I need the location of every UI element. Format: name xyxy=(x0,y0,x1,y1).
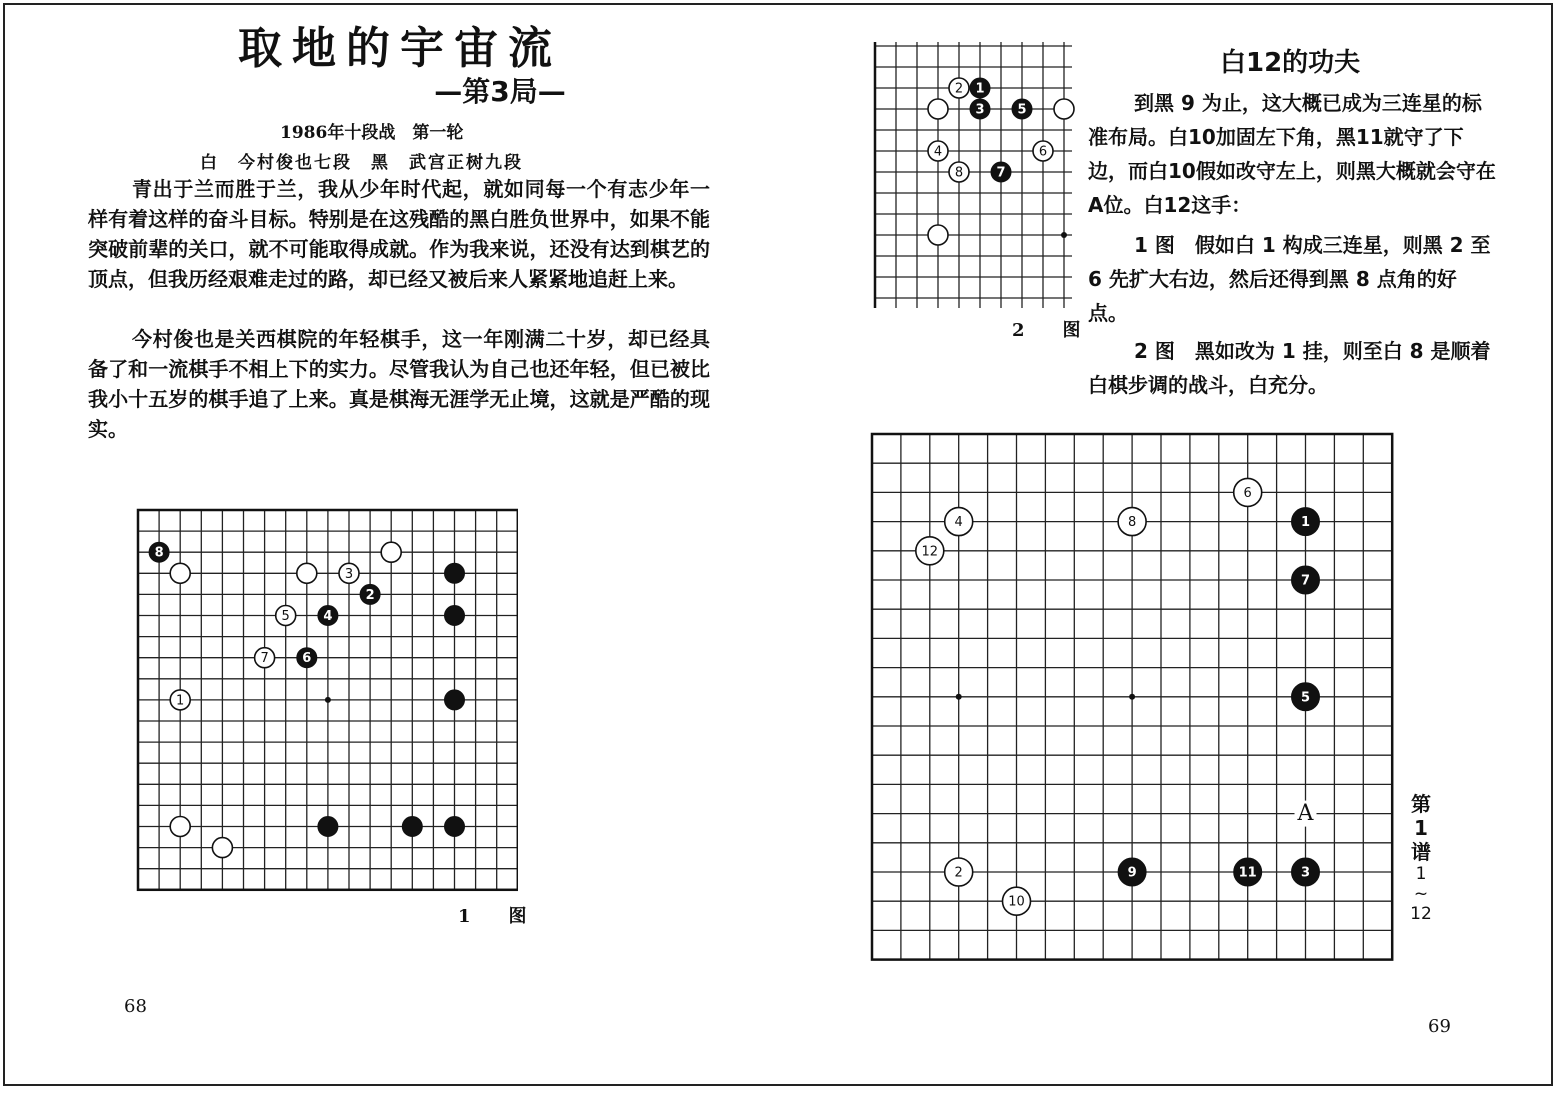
figure2-caption: 2 图 xyxy=(1012,320,1091,341)
move-number: 3 xyxy=(975,102,985,118)
stone-circle xyxy=(445,690,465,710)
white-stone xyxy=(339,563,359,583)
move-number: 2 xyxy=(954,81,964,97)
white-stone xyxy=(945,858,973,886)
stone-circle xyxy=(445,817,465,837)
move-number: 6 xyxy=(1243,485,1252,501)
figure1-caption: 1 图 xyxy=(458,906,537,927)
white-stone xyxy=(170,690,190,710)
left-paragraph-1: 青出于兰而胜于兰，我从少年时代起，就如同每一个有志少年一样有着这样的奋斗目标。特别是在这残酷的黑白胜负世界中，如果不能突破前辈的关口，就不可能取得成就。作为我来说，还没有达到棋艺的顶点，但我历经艰难走过的路，却已经又被后来人紧紧地追赶上来。 xyxy=(88,177,710,291)
black-stone xyxy=(149,542,169,562)
move-number: 7 xyxy=(1300,573,1311,589)
black-stone xyxy=(318,817,338,837)
white-stone xyxy=(1234,478,1262,506)
white-stone xyxy=(381,542,401,562)
star-point xyxy=(956,694,962,700)
white-stone xyxy=(928,225,948,245)
black-stone xyxy=(1292,508,1320,536)
black-stone xyxy=(318,606,338,626)
left-page-number: 68 xyxy=(124,996,147,1017)
game-record-board xyxy=(870,432,1394,962)
white-stone xyxy=(276,606,296,626)
side-label-part3: 谱 xyxy=(1411,840,1431,864)
move-range-separator: ~ xyxy=(1413,884,1429,904)
stone-circle xyxy=(445,606,465,626)
move-number: 8 xyxy=(1127,515,1137,531)
move-number: 6 xyxy=(302,651,312,667)
move-number: 5 xyxy=(1300,690,1311,706)
stone-circle xyxy=(402,817,422,837)
stone-circle xyxy=(445,563,465,583)
white-stone xyxy=(212,838,232,858)
white-stone xyxy=(170,563,190,583)
move-number: 3 xyxy=(344,566,354,582)
move-number: 3 xyxy=(1300,865,1311,881)
white-stone xyxy=(1003,887,1031,915)
game-record-label xyxy=(1408,792,1434,924)
white-stone xyxy=(1118,508,1146,536)
white-stone xyxy=(928,141,948,161)
stone-circle xyxy=(297,563,317,583)
move-number: 11 xyxy=(1238,865,1257,881)
white-stone xyxy=(928,99,948,119)
move-number: 1 xyxy=(975,81,985,97)
white-stone xyxy=(949,78,969,98)
players-line: 白 今村俊也七段 黑 武宫正树九段 xyxy=(200,153,523,173)
move-number: 7 xyxy=(996,165,1006,181)
white-stone xyxy=(297,563,317,583)
black-stone xyxy=(402,817,422,837)
stone-circle xyxy=(928,99,948,119)
right-paragraph-2: 1 图 假如白 1 构成三连星，则黑 2 至 6 先扩大右边，然后还得到黑 8 点角的好点。 xyxy=(1088,233,1491,325)
right-paragraph-3: 2 图 黑如改为 1 挂，则至白 8 是顺着白棋步调的战斗，白充分。 xyxy=(1088,339,1491,397)
black-stone xyxy=(970,99,990,119)
side-label-part1: 第 xyxy=(1411,792,1431,816)
move-number: 4 xyxy=(954,515,963,531)
figure1-board xyxy=(136,508,518,892)
black-stone xyxy=(1292,683,1320,711)
black-stone xyxy=(991,162,1011,182)
move-number: 12 xyxy=(921,544,939,560)
stone-circle xyxy=(170,563,190,583)
star-point xyxy=(1061,232,1067,238)
star-point xyxy=(325,697,331,703)
white-stone xyxy=(949,162,969,182)
star-point xyxy=(1129,694,1135,700)
black-stone xyxy=(1012,99,1032,119)
move-number: 4 xyxy=(933,144,943,160)
move-range-end: 12 xyxy=(1410,904,1432,924)
move-range-start: 1 xyxy=(1415,864,1427,884)
black-stone xyxy=(360,584,380,604)
figure2-svg xyxy=(873,42,1078,308)
move-number: 4 xyxy=(323,609,333,624)
stone-circle xyxy=(170,817,190,837)
black-stone xyxy=(297,648,317,668)
white-stone xyxy=(170,817,190,837)
black-stone xyxy=(1118,858,1146,886)
stone-circle xyxy=(212,838,232,858)
chapter-subtitle: —第3局— xyxy=(434,75,566,108)
white-stone xyxy=(1054,99,1074,119)
stone-circle xyxy=(1054,99,1074,119)
move-number: 6 xyxy=(1038,144,1048,160)
white-stone xyxy=(1033,141,1053,161)
left-paragraph-2: 今村俊也是关西棋院的年轻棋手，这一年刚满二十岁，却已经具备了和一流棋手不相上下的实力。尽管我认为自己也还年轻，但已被比我小十五岁的棋手追了上来。真是棋海无涯学无止境，这就是严酷的现实。 xyxy=(88,327,710,441)
stone-circle xyxy=(381,542,401,562)
move-number: 1 xyxy=(176,693,185,709)
stone-circle xyxy=(928,225,948,245)
white-stone xyxy=(945,508,973,536)
figure1-svg xyxy=(136,508,518,892)
black-stone xyxy=(1292,566,1320,594)
side-label-part2: 1 xyxy=(1414,816,1428,840)
black-stone xyxy=(445,563,465,583)
move-number: 2 xyxy=(954,865,963,881)
move-number: 9 xyxy=(1127,865,1137,881)
white-stone xyxy=(916,537,944,565)
move-number: 1 xyxy=(1300,515,1311,531)
position-mark-a: A xyxy=(1297,801,1314,827)
move-number: 8 xyxy=(954,165,964,181)
right-paragraph-1: 到黑 9 为止，这大概已成为三连星的标准布局。白10加固左下角，黑11就守了下边，而白10假如改守左上，则黑大概就会守在A位。白12这手： xyxy=(1088,91,1496,217)
black-stone xyxy=(445,690,465,710)
white-stone xyxy=(255,648,275,668)
event-line: 1986年十段战 第一轮 xyxy=(280,123,464,143)
move-number: 2 xyxy=(365,587,375,603)
move-number: 5 xyxy=(281,609,290,624)
black-stone xyxy=(445,817,465,837)
black-stone xyxy=(445,606,465,626)
figure2-board xyxy=(873,42,1078,308)
game-record-svg xyxy=(870,432,1394,962)
section-title: 白12的功夫 xyxy=(1220,48,1361,78)
move-number: 5 xyxy=(1017,102,1027,118)
black-stone xyxy=(1292,858,1320,886)
black-stone xyxy=(1234,858,1262,886)
stone-circle xyxy=(318,817,338,837)
move-number: 7 xyxy=(260,651,269,667)
move-number: 8 xyxy=(154,545,164,561)
chapter-title: 取地的宇宙流 xyxy=(238,23,562,74)
move-number: 10 xyxy=(1008,894,1025,910)
black-stone xyxy=(970,78,990,98)
right-page-number: 69 xyxy=(1428,1016,1451,1037)
